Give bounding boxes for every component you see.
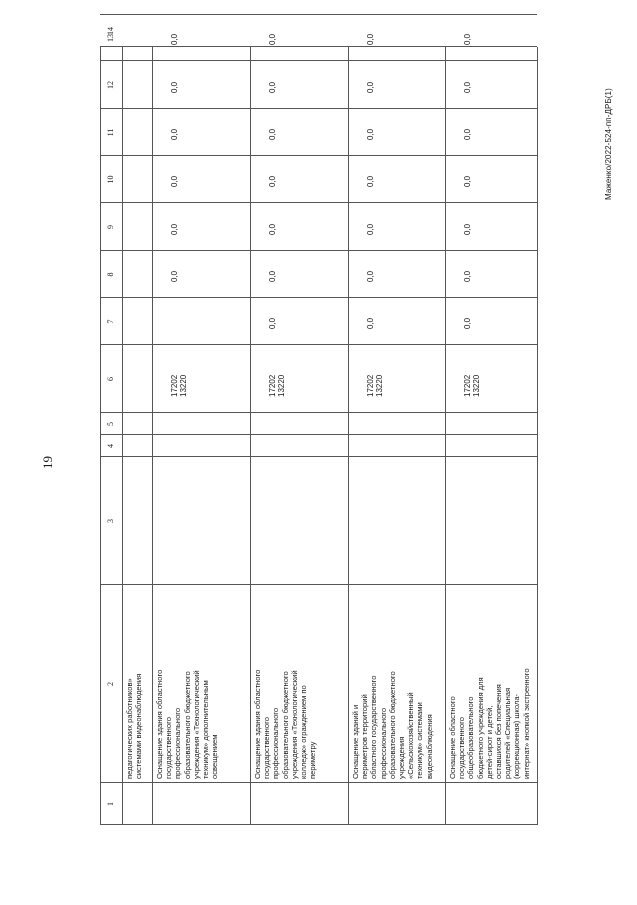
column-header-13: 13 <box>106 34 115 42</box>
table-column-border <box>100 456 537 457</box>
budget-table <box>100 27 537 825</box>
table-column-border <box>100 46 537 47</box>
column-header-5: 5 <box>106 422 115 426</box>
table-column-border <box>100 412 537 413</box>
row-name: Оснащение областного государственного общеобразовательного бюджетного учреждения для детей-сирот и детей, оставшихся без попечения родителей «Специальная (коррекционная) школа- интернат» кнопкой экстренного <box>448 668 531 779</box>
table-row-border <box>445 47 446 825</box>
row-value: 0,0 <box>268 33 277 45</box>
page-number: 19 <box>40 456 55 469</box>
row-value: 0,0 <box>268 175 277 187</box>
document-code: Маженко/2022-524-пп-ДРБ(1) <box>604 88 613 200</box>
row-value: 0,0 <box>463 81 472 93</box>
table-column-border <box>100 434 537 435</box>
column-header-14: 14 <box>106 27 115 35</box>
column-header-8: 8 <box>106 272 115 277</box>
row-value: 0,0 <box>170 128 179 140</box>
column-header-10: 10 <box>106 175 115 184</box>
column-header-4: 4 <box>106 444 115 448</box>
row-value: 0,0 <box>463 175 472 187</box>
column-header-1: 1 <box>106 802 115 806</box>
row-value: 0,0 <box>463 223 472 235</box>
row-value: 0,0 <box>170 175 179 187</box>
table-row-border <box>122 47 123 825</box>
table-column-border <box>100 824 537 825</box>
column-header-11: 11 <box>106 128 115 137</box>
row-value: 0,0 <box>170 223 179 235</box>
column-header-2: 2 <box>106 682 115 686</box>
row-code: 17202 13220 <box>366 374 384 397</box>
table-row-border <box>100 47 101 825</box>
row-value: 0,0 <box>268 270 277 282</box>
row-value: 0,0 <box>366 223 375 235</box>
table-column-border <box>100 60 537 61</box>
row-value: 0,0 <box>170 270 179 282</box>
table-row-border <box>348 47 349 825</box>
row-value: 0,0 <box>366 317 375 329</box>
table-column-border <box>100 344 537 345</box>
row-name: Оснащение зданий и периметров территорий областного государственного профессионального образовательного бюджетного учреждения «Сельскохозяйственный техникум» системами видеонаблюдения <box>351 671 434 779</box>
table-column-border <box>100 202 537 203</box>
table-row-border <box>537 47 538 825</box>
column-header-12: 12 <box>106 81 115 89</box>
row-value: 0,0 <box>463 270 472 282</box>
table-row-border <box>250 47 251 825</box>
row-name: Оснащение здания областного государственного профессионального образовательного бюджетного учреждения «Технологический колледж» ограждением по периметру <box>253 669 318 779</box>
row-name: Оснащение здания областного государственного профессионального образовательного бюджетного учреждения «Технологический техникум» дополнительным освещением <box>155 669 220 779</box>
row-value: 0,0 <box>366 175 375 187</box>
table-column-border <box>100 14 537 15</box>
row-name: педагогических работников» системами видеонаблюдения <box>125 673 144 779</box>
row-code: 17202 13220 <box>170 374 188 397</box>
row-value: 0,0 <box>463 317 472 329</box>
row-value: 0,0 <box>463 128 472 140</box>
row-code: 17202 13220 <box>463 374 481 397</box>
row-value: 0,0 <box>268 317 277 329</box>
row-value: 0,0 <box>366 270 375 282</box>
table-column-border <box>100 584 537 585</box>
column-header-7: 7 <box>106 319 115 324</box>
column-header-3: 3 <box>106 519 115 523</box>
table-column-border <box>100 250 537 251</box>
row-value: 0,0 <box>268 223 277 235</box>
row-value: 0,0 <box>366 81 375 93</box>
row-value: 0,0 <box>268 81 277 93</box>
column-header-6: 6 <box>106 377 115 381</box>
table-row-border <box>152 47 153 825</box>
column-header-9: 9 <box>106 225 115 229</box>
row-value: 0,0 <box>366 33 375 45</box>
table-column-border <box>100 155 537 156</box>
table-column-border <box>100 297 537 298</box>
table-column-border <box>100 782 537 783</box>
row-code: 17202 13220 <box>268 374 286 397</box>
row-value: 0,0 <box>463 33 472 45</box>
row-value: 0,0 <box>268 128 277 140</box>
table-column-border <box>100 108 537 109</box>
row-value: 0,0 <box>366 128 375 140</box>
row-value: 0,0 <box>170 33 179 45</box>
row-value: 0,0 <box>170 81 179 93</box>
